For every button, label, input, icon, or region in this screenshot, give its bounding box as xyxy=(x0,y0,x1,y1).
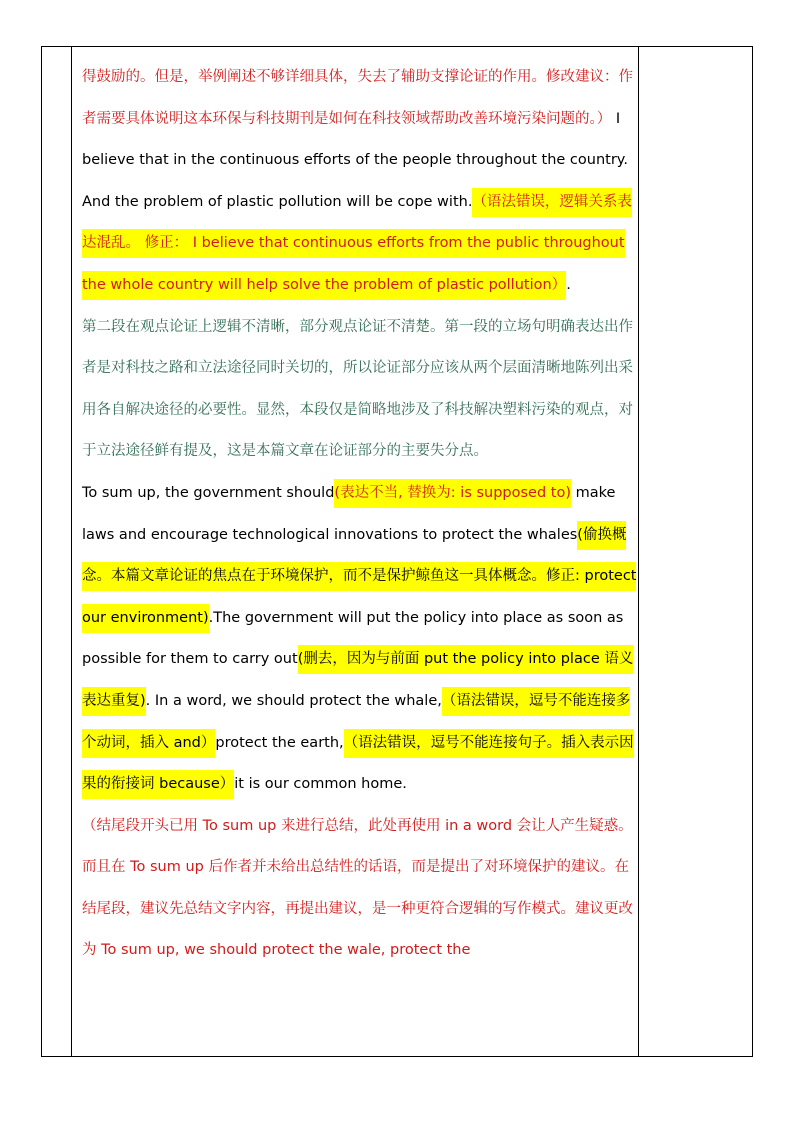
paragraph-2-comment: 第二段在观点论证上逻辑不清晰，部分观点论证不清楚。第一段的立场句明确表达出作者是对科技之路和立法途径同时关切的，所以论证部分应该从两个层面清晰地陈列出采用各自解决途径的必要性。显然，本段仅是简略地涉及了科技解决塑料污染的观点，对于立法途径鲜有提及，这是本篇文章在论证部分的主要失分点。 xyxy=(82,318,633,460)
highlight-5: （语法错误，逗号不能连接句子。插入表示因果的衔接词 because） xyxy=(82,729,634,800)
paragraph-4-comment: （结尾段开头已用 To sum up 来进行总结，此处再使用 in a word 会让人产生疑惑。而且在 To sum up 后作者并未给出总结性的话语，而是提出了对环境保护的建议。在结尾段，建议先总结文字内容，再提出建议，是一种更符合逻辑的写作模式。建议更改为 To sum up, we should protect the wale, protect the xyxy=(82,817,633,959)
paragraph-3 xyxy=(82,473,637,806)
table-left-divider xyxy=(71,47,72,1056)
essay-text-1: To sum up, the government should xyxy=(82,484,335,501)
review-table xyxy=(41,46,753,1057)
highlight-2: (偷换概念。本篇文章论证的焦点在于环境保护，而不是保护鲸鱼这一具体概念。修正: protect our environment) xyxy=(82,521,636,633)
feedback-note-red: 得鼓励的。但是，举例阐述不够详细具体，失去了辅助支撑论证的作用。修改建议：作者需要具体说明这本环保与科技期刊是如何在科技领域帮助改善环境污染问题的。） xyxy=(82,69,633,127)
essay-text-4: . In a word, we should protect the whale, xyxy=(145,692,442,709)
essay-text-3: .The government will put the policy into place as soon as possible for them to carry out xyxy=(82,609,624,668)
paragraph-1 xyxy=(82,57,637,307)
sentence-end: . xyxy=(566,276,571,293)
highlight-4: （语法错误，逗号不能连接多个动词，插入 and） xyxy=(82,687,630,758)
essay-text-6: it is our common home. xyxy=(234,776,407,793)
essay-text-5: protect the earth, xyxy=(215,734,344,751)
highlight-correction: （语法错误，逻辑关系表达混乱。 修正： I believe that continuous efforts from the public throughout the whole country will help solve the problem of plastic pollution） xyxy=(82,188,632,300)
table-right-divider xyxy=(638,47,639,1056)
highlight-1: (表达不当, 替换为: is supposed to) xyxy=(334,479,571,508)
review-content xyxy=(82,57,637,972)
highlight-3: (删去，因为与前面 put the policy into place 语义表达重复) xyxy=(82,645,633,716)
essay-text-2: make laws and encourage technological innovations to protect the whales xyxy=(82,484,616,543)
essay-sentence: I believe that in the continuous efforts of the people throughout the country. And the problem of plastic pollution will be cope with. xyxy=(82,110,628,210)
